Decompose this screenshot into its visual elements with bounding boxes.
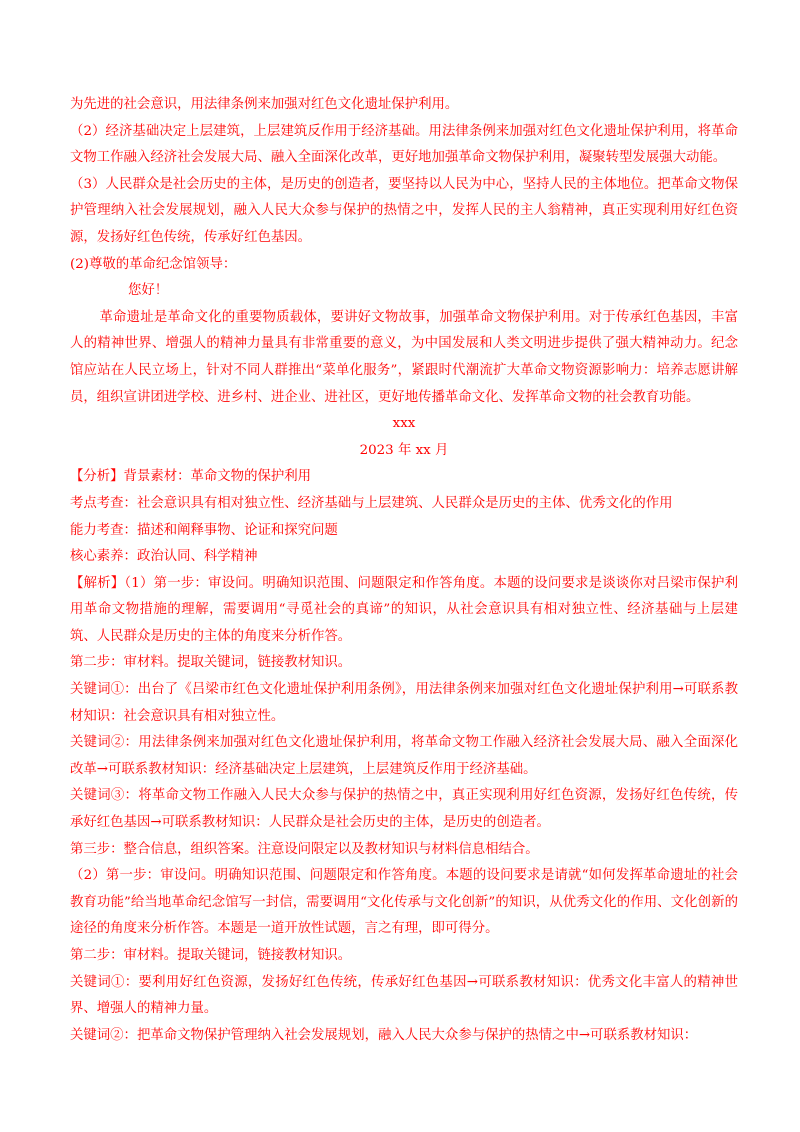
letter-signature: xxx: [392, 416, 416, 432]
letter-greeting: 您好！: [128, 283, 169, 299]
analysis-literacy: 核心素养：政治认同、科学精神: [70, 549, 258, 565]
analysis-background: 【分析】背景素材：革命文物的保护利用: [70, 469, 312, 485]
explanation-q2-step2: 第二步：审材料。提取关键词，链接教材知识。: [70, 948, 352, 963]
letter-heading: (2)尊敬的革命纪念馆领导：: [70, 256, 237, 272]
explanation-q2-keyword-1: 关键词①：要利用好红色资源，发扬好红色传统，传承好红色基因→可联系教材知识：优秀文化丰富人的精神世界、增强人的精神力量。: [70, 974, 738, 1017]
explanation-q2-keyword-2: 关键词②：把革命文物保护管理纳入社会发展规划，融入人民大众参与保护的热情之中→可联系教材知识：: [70, 1027, 698, 1043]
explanation-q1-step3: 第三步：整合信息，组织答案。注意设问限定以及教材知识与材料信息相结合。: [70, 841, 539, 857]
answer-line-0: 为先进的社会意识，用法律条例来加强对红色文化遗址保护利用。: [70, 97, 459, 112]
letter-body: 革命遗址是革命文化的重要物质载体，要讲好文物故事，加强革命文物保护利用。对于传承红色基因，丰富人的精神世界、增强人的精神力量具有非常重要的意义，为中国发展和人类文明进步提供了强大精神动力。纪念馆应站在人民立场上，针对不同人群推出“菜单化服务”，紧跟时代潮流扩大革命文物资源影响力：培养志愿讲解员，组织宣讲团进学校、进乡村、进企业、进社区，更好地传播革命文化、发挥革命文物的社会教育功能。: [70, 309, 738, 405]
explanation-q2-step1: （2）第一步：审设问。明确知识范围、问题限定和作答角度。本题的设问要求是请就“如何发挥革命遗址的社会教育功能”给当地革命纪念馆写一封信，需要调用“文化传承与文化创新”的知识，从优秀文化的作用、文化创新的途径的角度来分析作答。本题是一道开放性试题，言之有理，即可得分。: [70, 868, 738, 937]
answer-point-2: （2）经济基础决定上层建筑，上层建筑反作用于经济基础。用法律条例来加强对红色文化遗址保护利用，将革命文物工作融入经济社会发展大局、融入全面深化改革，更好地加强革命文物保护利用，凝聚转型发展强大动能。: [70, 123, 738, 166]
explanation-q1-keyword-2: 关键词②：用法律条例来加强对红色文化遗址保护利用，将革命文物工作融入经济社会发展大局、融入全面深化改革→可联系教材知识：经济基础决定上层建筑，上层建筑反作用于经济基础。: [70, 735, 738, 777]
explanation-q1-step1: 【解析】（1）第一步：审设问。明确知识范围、问题限定和作答角度。本题的设问要求是谈谈你对吕梁市保护利用革命文物措施的理解，需要调用“寻觅社会的真谛”的知识，从社会意识具有相对独立性、经济基础与上层建筑、人民群众是历史的主体的角度来分析作答。: [70, 575, 738, 644]
analysis-ability: 能力考查：描述和阐释事物、论证和探究问题: [70, 522, 338, 538]
analysis-knowledge: 考点考查：社会意识具有相对独立性、经济基础与上层建筑、人民群众是历史的主体、优秀文化的作用: [70, 495, 673, 511]
document-page: [70, 92, 738, 1049]
letter-date: 2023 年 xx 月: [359, 442, 449, 458]
explanation-q1-keyword-3: 关键词③：将革命文物工作融入人民大众参与保护的热情之中，真正实现利用好红色资源，发扬好红色传统，传承好红色基因→可联系教材知识：人民群众是社会历史的主体，是历史的创造者。: [70, 788, 738, 831]
explanation-q1-keyword-1: 关键词①：出台了《吕梁市红色文化遗址保护利用条例》，用法律条例来加强对红色文化遗址保护利用→可联系教材知识：社会意识具有相对独立性。: [70, 682, 738, 724]
explanation-q1-step2: 第二步：审材料。提取关键词，链接教材知识。: [70, 655, 352, 671]
answer-point-3: （3）人民群众是社会历史的主体，是历史的创造者，要坚持以人民为中心，坚持人民的主体地位。把革命文物保护管理纳入社会发展规划，融入人民大众参与保护的热情之中，发挥人民的主人翁精神，真正实现利用好红色资源，发扬好红色传统，传承好红色基因。: [70, 176, 738, 245]
